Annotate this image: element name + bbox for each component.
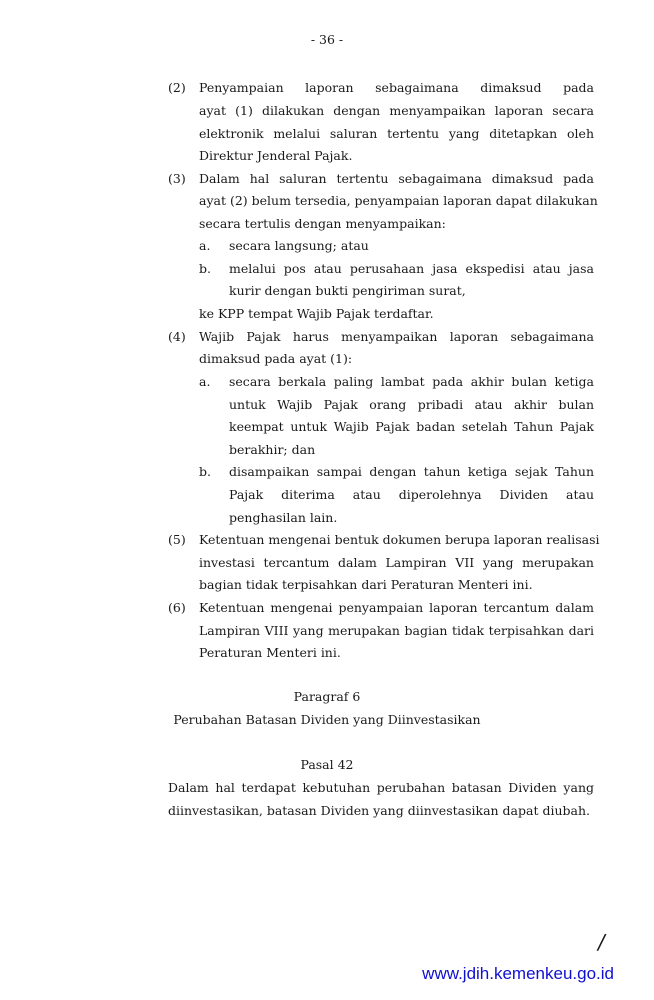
item-number: (5): [168, 532, 186, 547]
text-line: ke KPP tempat Wajib Pajak terdaftar.: [199, 306, 434, 321]
text-line: penghasilan lain.: [229, 510, 338, 525]
text-line: elektronik melalui saluran tertentu yang ditetapkan oleh: [199, 126, 594, 141]
pasal-heading: Pasal 42: [300, 757, 354, 772]
text-line: dimaksud pada ayat (1):: [199, 351, 353, 366]
text-line: Pajak diterima atau diperolehnya Dividen atau: [229, 487, 594, 502]
text-line: disampaikan sampai dengan tahun ketiga sejak Tahun: [229, 464, 594, 479]
text-line: berakhir; dan: [229, 442, 316, 457]
text-line: Wajib Pajak harus menyampaikan laporan sebagaimana: [199, 329, 594, 344]
subitem-letter: b.: [199, 464, 211, 479]
text-line: investasi tercantum dalam Lampiran VII yang merupakan: [199, 555, 594, 570]
text-line: Penyampaian laporan sebagaimana dimaksud pada: [199, 80, 594, 95]
text-line: ayat (2) belum tersedia, penyampaian laporan dapat dilakukan: [199, 193, 598, 208]
text-line: secara langsung; atau: [229, 238, 369, 253]
text-line: secara berkala paling lambat pada akhir bulan ketiga: [229, 374, 594, 389]
item-number: (3): [168, 171, 186, 186]
text-line: ayat (1) dilakukan dengan menyampaikan laporan secara: [199, 103, 594, 118]
text-line: Peraturan Menteri ini.: [199, 645, 341, 660]
page-number: - 36 -: [310, 32, 344, 47]
paragraph-heading: Paragraf 6: [293, 689, 361, 704]
subitem-letter: b.: [199, 261, 211, 276]
subitem-letter: a.: [199, 374, 211, 389]
text-line: Ketentuan mengenai bentuk dokumen berupa laporan realisasi: [199, 532, 600, 547]
text-line: diinvestasikan, batasan Dividen yang diinvestasikan dapat diubah.: [168, 803, 590, 818]
text-line: Dalam hal saluran tertentu sebagaimana dimaksud pada: [199, 171, 594, 186]
text-line: Dalam hal terdapat kebutuhan perubahan batasan Dividen yang: [168, 780, 594, 795]
text-line: Ketentuan mengenai penyampaian laporan tercantum dalam: [199, 600, 594, 615]
text-line: bagian tidak terpisahkan dari Peraturan Menteri ini.: [199, 577, 533, 592]
item-number: (6): [168, 600, 186, 615]
text-line: keempat untuk Wajib Pajak badan setelah Tahun Pajak: [229, 419, 594, 434]
item-number: (2): [168, 80, 186, 95]
paraf-mark: /: [598, 930, 605, 954]
source-watermark: www.jdih.kemenkeu.go.id: [422, 964, 614, 983]
text-line: Lampiran VIII yang merupakan bagian tidak terpisahkan dari: [199, 623, 594, 638]
text-line: secara tertulis dengan menyampaikan:: [199, 216, 446, 231]
paragraph-title: Perubahan Batasan Dividen yang Diinvestasikan: [173, 712, 481, 727]
text-line: Direktur Jenderal Pajak.: [199, 148, 353, 163]
text-line: untuk Wajib Pajak orang pribadi atau akhir bulan: [229, 397, 594, 412]
item-number: (4): [168, 329, 186, 344]
text-line: kurir dengan bukti pengiriman surat,: [229, 283, 466, 298]
subitem-letter: a.: [199, 238, 211, 253]
text-line: melalui pos atau perusahaan jasa ekspedisi atau jasa: [229, 261, 594, 276]
